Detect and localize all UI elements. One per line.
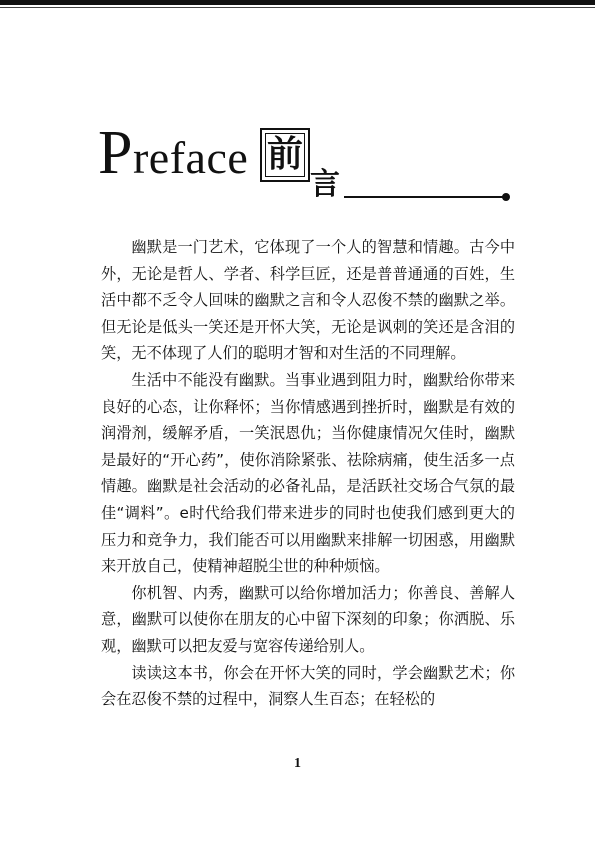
paragraph-2: 生活中不能没有幽默。当事业遇到阻力时，幽默给你带来良好的心态，让你释怀；当你情感遇到挫折时，幽默是有效的润滑剂，缓解矛盾，一笑泯恩仇；当你健康情况欠佳时，幽默是最好的“开心药”，使你消除紧张、祛除病痛，使生活多一点情趣。幽默是社会活动的必备礼品，是活跃社交场合气氛的最佳“调料”。e时代给我们带来进步的同时也使我们感到更大的压力和竞争力，我们能否可以用幽默来排解一切困惑，用幽默来开放自己，使精神超脱尘世的种种烦恼。 bbox=[101, 370, 515, 576]
top-border-rule bbox=[0, 0, 595, 5]
heading-rule-line bbox=[344, 196, 504, 198]
page-number: 1 bbox=[294, 756, 301, 771]
heading-latin-rest: reface bbox=[132, 132, 249, 183]
preface-body bbox=[101, 234, 515, 713]
heading-boxed-char-frame bbox=[260, 128, 310, 182]
top-border-thin-rule bbox=[0, 7, 595, 8]
paragraph-3: 你机智、内秀，幽默可以给你增加活力；你善良、善解人意，幽默可以使你在朋友的心中留下深刻的印象；你洒脱、乐观，幽默可以把友爱与宽容传递给别人。 bbox=[101, 583, 515, 655]
heading-second-char: 言 bbox=[310, 167, 340, 202]
preface-heading bbox=[98, 119, 518, 208]
heading-boxed-char: 前 bbox=[266, 134, 303, 175]
heading-latin-word bbox=[98, 119, 249, 187]
paragraph-1: 幽默是一门艺术，它体现了一个人的智慧和情趣。古今中外，无论是哲人、学者、科学巨匠，还是普普通通的百姓，生活中都不乏令人回味的幽默之言和令人忍俊不禁的幽默之举。但无论是低头一笑还是开怀大笑，无论是讽刺的笑还是含泪的笑，无不体现了人们的聪明才智和对生活的不同理解。 bbox=[101, 238, 515, 363]
paragraph-4: 读读这本书，你会在开怀大笑的同时，学会幽默艺术；你会在忍俊不禁的过程中，洞察人生百态；在轻松的 bbox=[101, 663, 515, 709]
heading-rule-dot bbox=[502, 193, 510, 201]
heading-latin-initial: P bbox=[98, 119, 133, 187]
